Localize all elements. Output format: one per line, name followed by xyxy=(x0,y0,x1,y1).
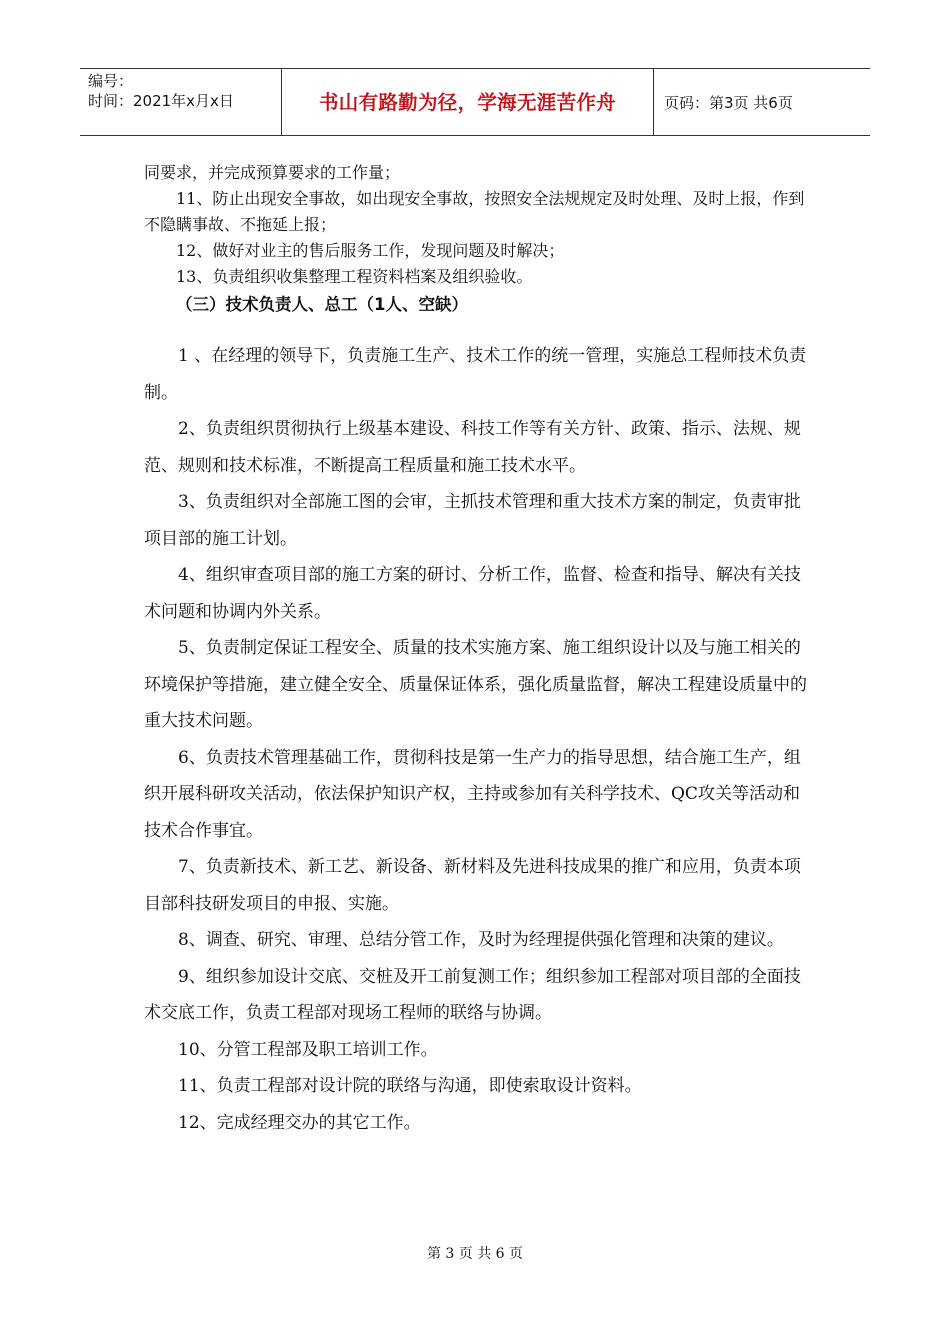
header-motto: 书山有路勤为径，学海无涯苦作舟 xyxy=(282,69,654,135)
tech-duty-item-11: 11、负责工程部对设计院的联络与沟通，即使索取设计资料。 xyxy=(178,1076,642,1096)
continuation-line: 同要求，并完成预算要求的工作量； xyxy=(144,163,401,182)
duty-item-11: 11、防止出现安全事故，如出现安全事故，按照安全法规规定及时处理、及时上报，作到不隐瞒事故、不拖延上报； xyxy=(144,189,805,234)
tech-duty-item-6: 6、负责技术管理基础工作，贯彻科技是第一生产力的指导思想，结合施工生产，组织开展科研攻关活动，依法保护知识产权，主持或参加有关科学技术、QC攻关等活动和技术合作事宜。 xyxy=(144,747,801,841)
tech-duty-item-9: 9、组织参加设计交底、交桩及开工前复测工作；组织参加工程部对项目部的全面技术交底工作，负责工程部对现场工程师的联络与协调。 xyxy=(144,966,801,1023)
tech-duty-item-5: 5、负责制定保证工程安全、质量的技术实施方案、施工组织设计以及与施工相关的环境保护等措施，建立健全安全、质量保证体系，强化质量监督，解决工程建设质量中的重大技术问题。 xyxy=(144,638,807,731)
page-footer: 第 3 页 共 6 页 xyxy=(426,1246,524,1262)
tech-duty-item-10: 10、分管工程部及职工培训工作。 xyxy=(178,1039,438,1060)
header-page-number: 页码：第3页 共6页 xyxy=(664,94,793,112)
tech-duty-item-3: 3、负责组织对全部施工图的会审，主抓技术管理和重大技术方案的制定，负责审批项目部的施工计划。 xyxy=(144,492,801,549)
tech-duty-item-12: 12、完成经理交办的其它工作。 xyxy=(178,1112,421,1133)
tech-duty-item-2: 2、负责组织贯彻执行上级基本建设、科技工作等有关方针、政策、指示、法规、规范、规则和技术标准，不断提高工程质量和施工技术水平。 xyxy=(144,419,801,476)
section-heading: （三）技术负责人、总工（1人、空缺） xyxy=(176,295,468,314)
tech-duty-item-7: 7、负责新技术、新工艺、新设备、新材料及先进科技成果的推广和应用，负责本项目部科技研发项目的申报、实施。 xyxy=(144,857,801,914)
page-header xyxy=(80,68,870,136)
tech-duty-item-4: 4、组织审查项目部的施工方案的研讨、分析工作，监督、检查和指导、解决有关技术问题和协调内外关系。 xyxy=(144,565,801,622)
duty-item-13: 13、负责组织收集整理工程资料档案及组织验收。 xyxy=(176,267,533,286)
tech-duty-item-1: 1 、在经理的领导下，负责施工生产、技术工作的统一管理，实施总工程师技术负责制。 xyxy=(144,346,807,403)
tech-duty-item-8: 8、调查、研究、审理、总结分管工作，及时为经理提供强化管理和决策的建议。 xyxy=(178,930,784,950)
document-date-label: 时间：2021年x月x日 xyxy=(88,92,234,110)
duty-item-12: 12、做好对业主的售后服务工作，发现问题及时解决； xyxy=(176,241,565,260)
document-number-label: 编号： xyxy=(88,72,134,90)
document-body xyxy=(144,160,810,1141)
header-meta-cell xyxy=(80,69,282,135)
